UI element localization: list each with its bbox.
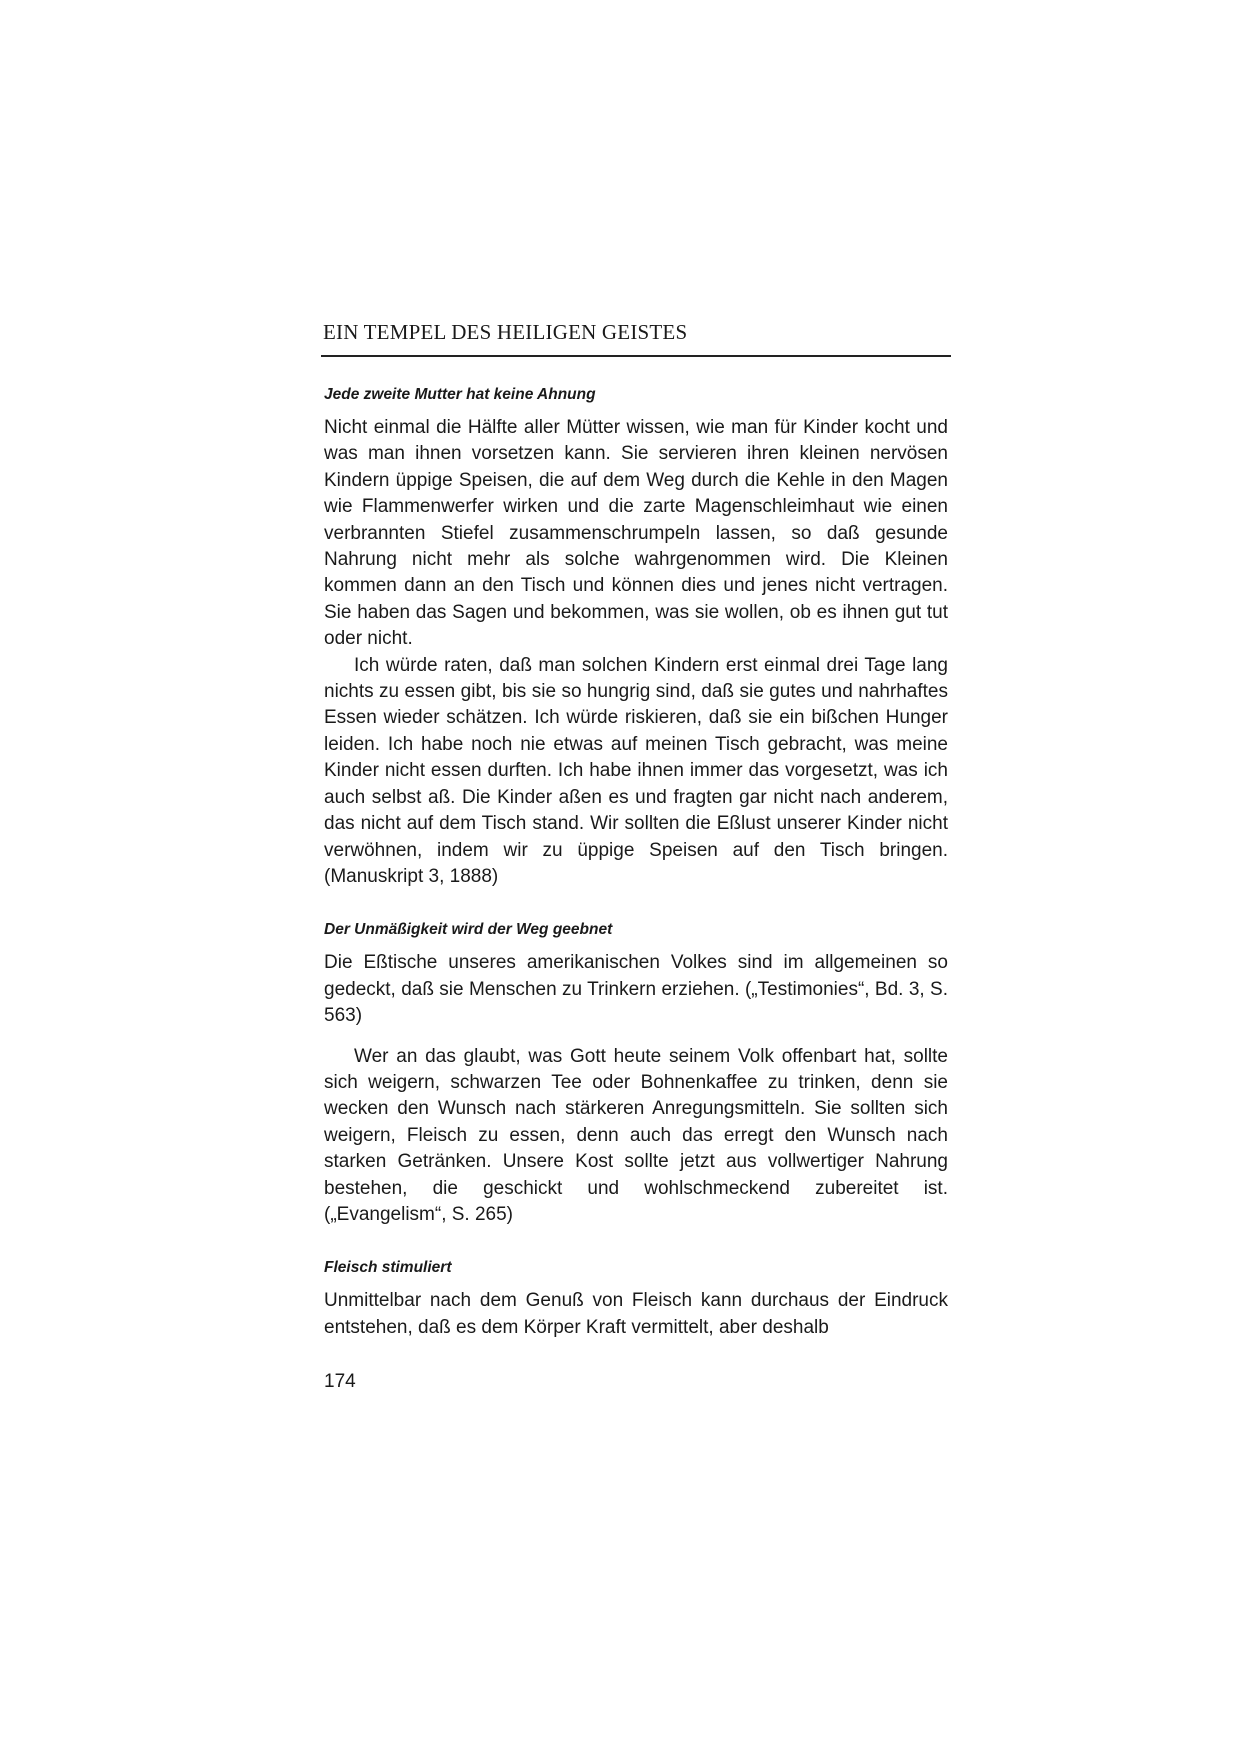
- body-paragraph: Wer an das glaubt, was Gott heute seinem Volk offenbart hat, sollte sich weigern, schwarzen Tee oder Bohnenkaffee zu trinken, denn sie wecken den Wunsch nach stärkeren Anregungsmitteln. Sie sollten sich weigern, Fleisch zu essen, denn auch das erregt den Wunsch nach starken Getränken. Unsere Kost sollte jetzt aus vollwertiger Nahrung bestehen, die geschickt und wohlschmeckend zubereitet ist. („Evangelism“, S. 265): [324, 1045, 948, 1225]
- body-paragraph: Ich würde raten, daß man solchen Kindern erst einmal drei Tage lang nichts zu essen gibt, bis sie so hungrig sind, daß sie gutes und nahrhaftes Essen wieder schätzen. Ich würde riskieren, daß sie ein bißchen Hunger leiden. Ich habe noch nie etwas auf meinen Tisch gebracht, was meine Kinder nicht essen durften. Ich habe ihnen immer das vorgesetzt, was ich auch selbst aß. Die Kinder aßen es und fragten gar nicht nach anderem, das nicht auf dem Tisch stand. Wir sollten die Eßlust unserer Kinder nicht verwöhnen, indem wir zu üppige Speisen auf den Tisch bringen. (Manuskript 3, 1888): [324, 654, 948, 887]
- section-heading: Jede zweite Mutter hat keine Ahnung: [324, 386, 596, 403]
- body-paragraph: Nicht einmal die Hälfte aller Mütter wissen, wie man für Kinder kocht und was man ihnen vorsetzen kann. Sie servieren ihren kleinen nervösen Kindern üppige Speisen, die auf dem Weg durch die Kehle in den Magen wie Flammenwerfer wirken und die zarte Magenschleimhaut wie einen verbrannten Stiefel zusammenschrumpeln lassen, so daß gesunde Nahrung nicht mehr als solche wahrgenommen wird. Die Kleinen kommen dann an den Tisch und können dies und jenes nicht vertragen. Sie haben das Sagen und bekommen, was sie wollen, ob es ihnen gut tut oder nicht.: [324, 417, 948, 650]
- section-heading: Der Unmäßigkeit wird der Weg geebnet: [324, 921, 613, 939]
- body-paragraph: Unmittelbar nach dem Genuß von Fleisch kann durchaus der Eindruck entstehen, daß es dem Körper Kraft vermittelt, aber deshalb: [324, 1290, 948, 1338]
- section-heading: Fleisch stimuliert: [324, 1259, 452, 1277]
- page-number: 174: [324, 1371, 356, 1392]
- running-head: EIN TEMPEL DES HEILIGEN GEISTES: [323, 320, 688, 344]
- page-body: [324, 385, 948, 1341]
- header-rule: [321, 355, 951, 357]
- body-paragraph: Die Eßtische unseres amerikanischen Volkes sind im allgemeinen so gedeckt, daß sie Menschen zu Trinkern erziehen. („Testimonies“, Bd. 3, S. 563): [324, 952, 948, 1027]
